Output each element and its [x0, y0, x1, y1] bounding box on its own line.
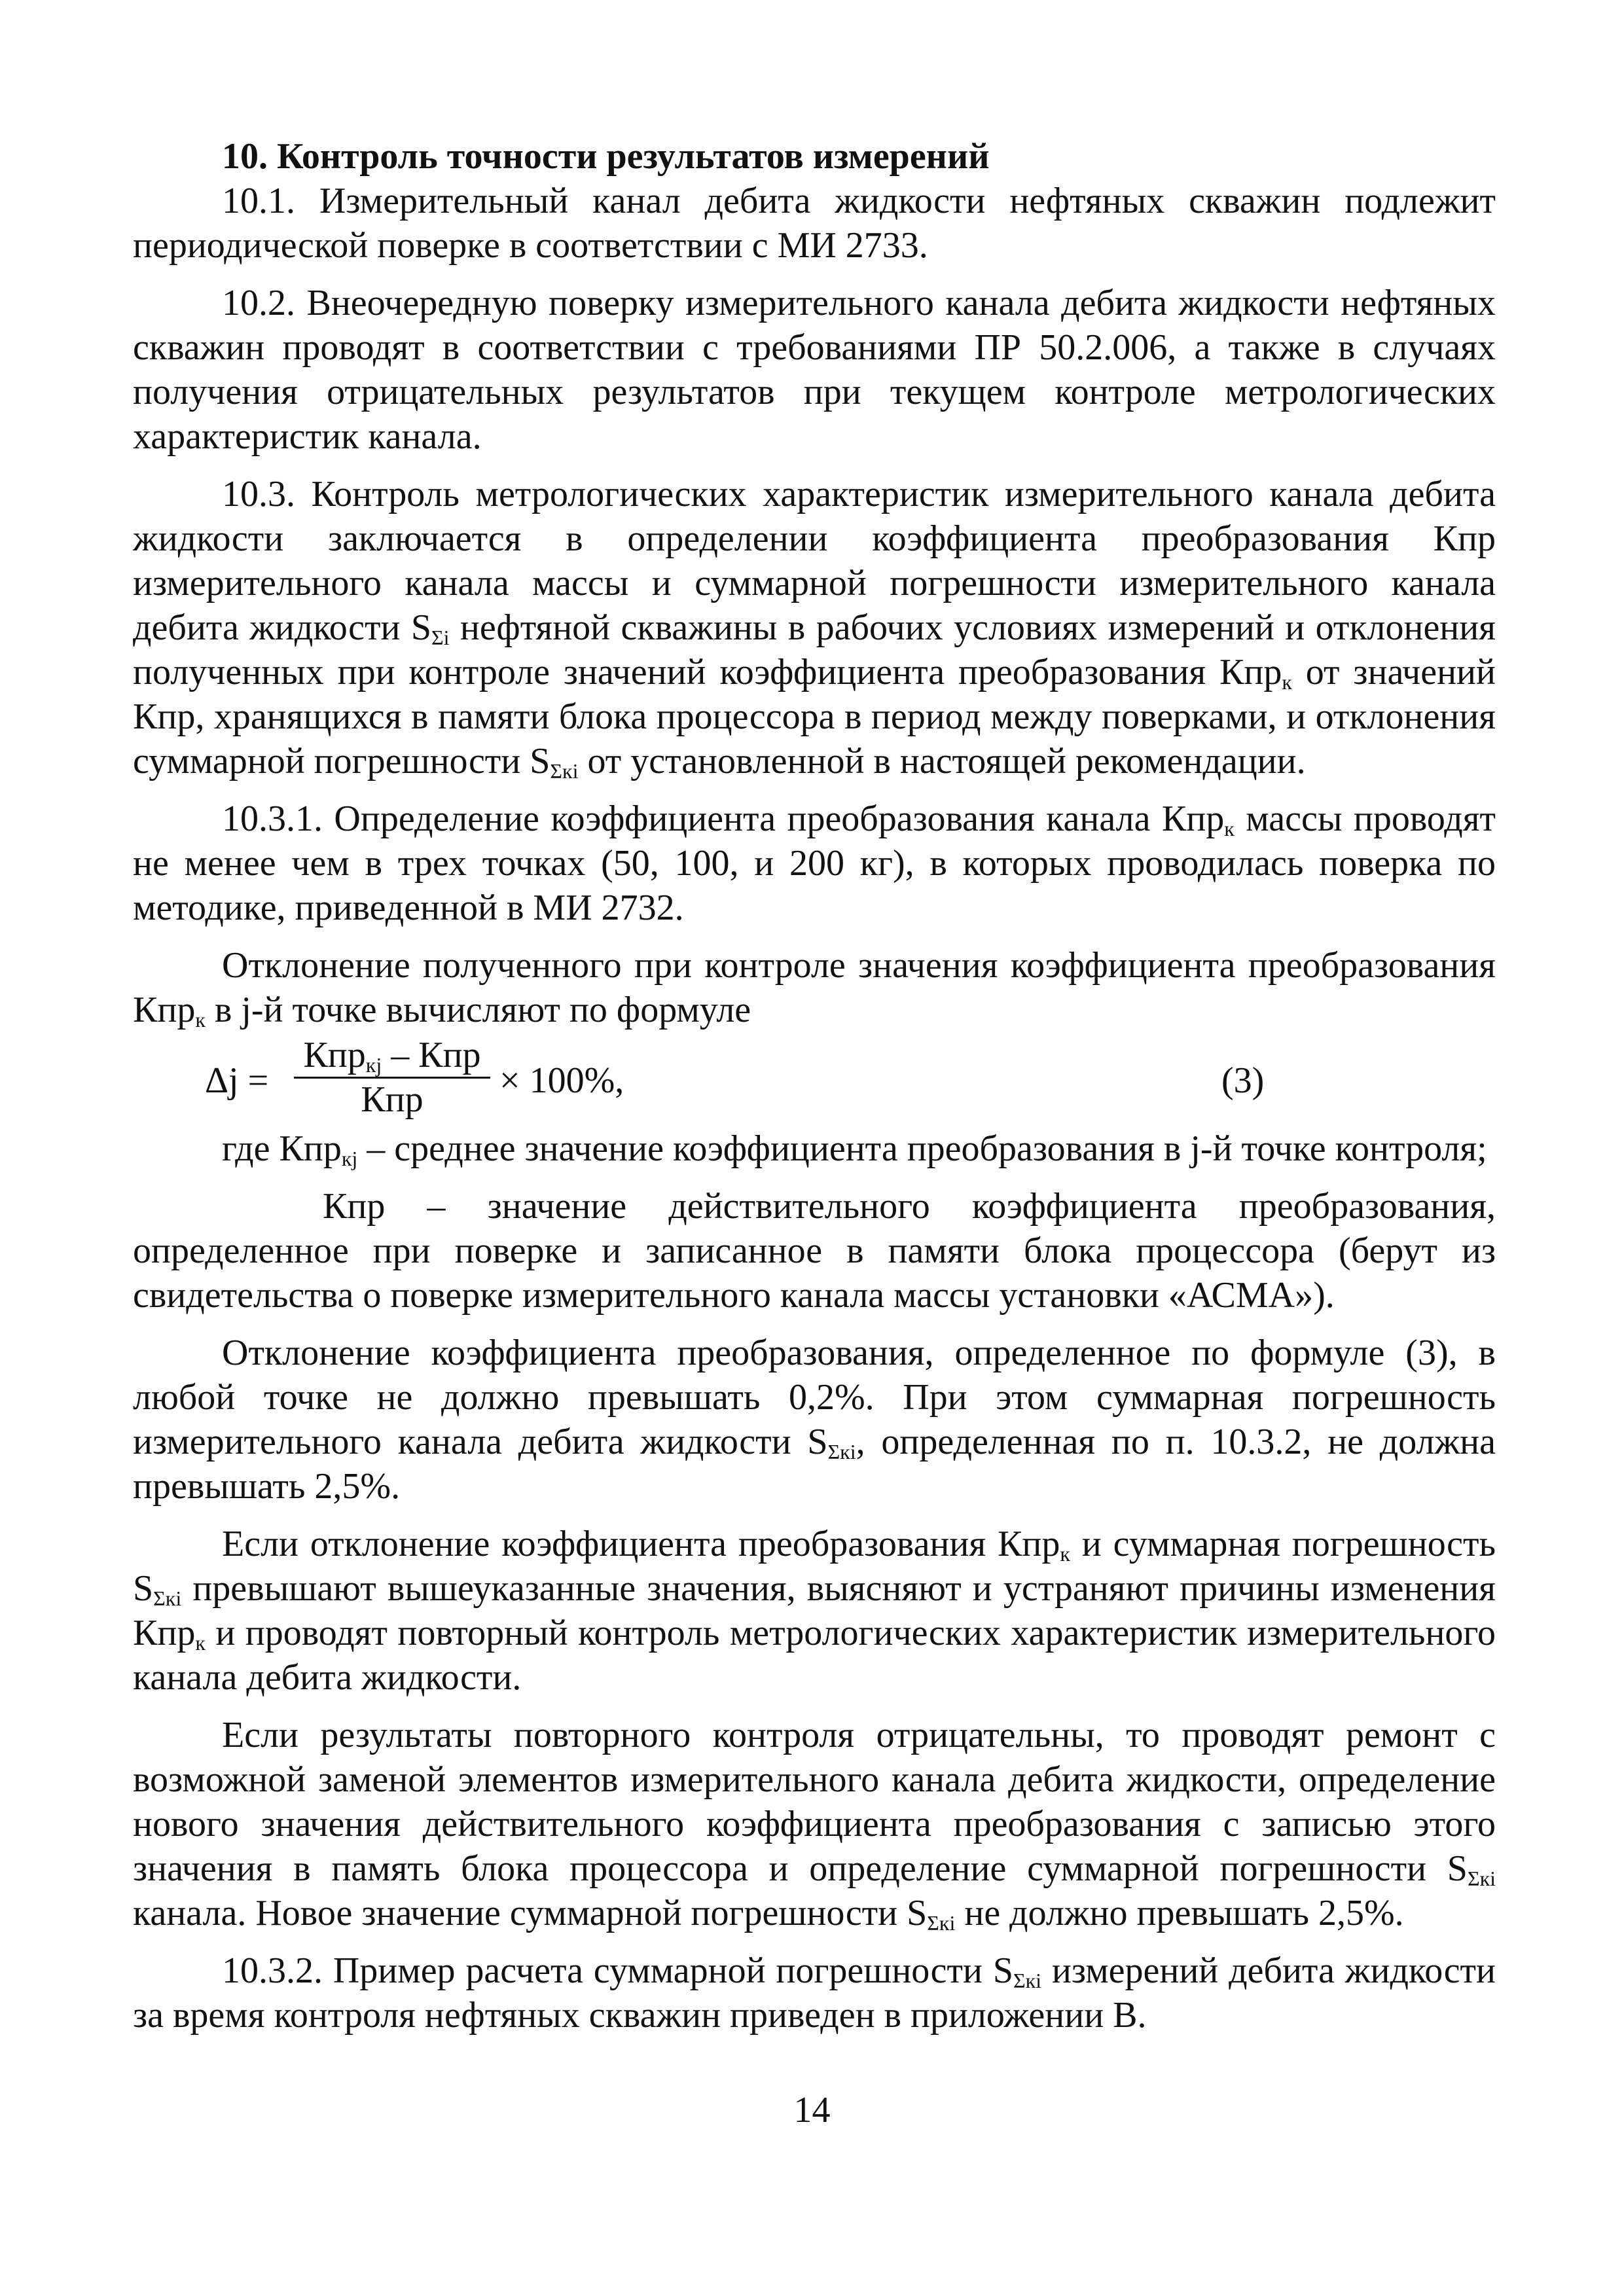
formula-rhs: × 100%,	[499, 1060, 624, 1101]
paragraph-repeat-negative: Если результаты повторного контроля отрицательны, то проводят ремонт с возможной заменой элементов измерительного канала дебита жидкости, определение нового значения действительного коэффициента преобразования с записью этого значения в память блока процессора и определение суммарной погрешности $S_{\Sigma кi}$ канала. Новое значение суммарной погрешности $S_{\Sigma кi}$ не должно превышать 2,5%.	[133, 1715, 1496, 1935]
paragraph-deviation-intro: Отклонение полученного при контроле значения коэффициента преобразования Кпр$_к$ в j-й точке вычисляют по формуле	[133, 945, 1496, 1031]
page-number: 14	[793, 2090, 831, 2130]
paragraph-where-kpr: Кпр – значение действительного коэффициента преобразования, определенное при поверке и записанное в памяти блока процессора (берут из свидетельства о поверке измерительного канала массы установки «АСМА»).	[133, 1186, 1496, 1316]
page-content	[133, 134, 1496, 2037]
paragraph-10-1: 10.1. Измерительный канал дебита жидкости нефтяных скважин подлежит периодической поверке в соответствии с МИ 2733.	[133, 181, 1496, 266]
paragraph-where-kprkj: где Кпр$_{кj}$ – среднее значение коэффициента преобразования в j-й точке контроля;	[222, 1128, 1487, 1170]
formula-fraction	[294, 1035, 490, 1121]
paragraph-10-3-1: 10.3.1. Определение коэффициента преобразования канала Кпр$_к$ массы проводят не менее чем в трех точках (50, 100, и 200 кг), в которых проводилась поверка по методике, приведенной в МИ 2732.	[133, 798, 1496, 928]
paragraph-deviation-limit: Отклонение коэффициента преобразования, определенное по формуле (3), в любой точке не должно превышать 0,2%. При этом суммарная погрешность измерительного канала дебита жидкости $S_{\Sigma кi}$, определенная по п. 10.3.2, не должна превышать 2,5%.	[133, 1333, 1496, 1507]
paragraph-exceeded: Если отклонение коэффициента преобразования Кпр$_к$ и суммарная погрешность $S_{\Sigma кi}$ превышают вышеуказанные значения, выясняют и устраняют причины изменения Кпр$_к$ и проводят повторный контроль метрологических характеристик измерительного канала дебита жидкости.	[133, 1524, 1496, 1698]
paragraph-10-3-2: 10.3.2. Пример расчета суммарной погрешности $S_{\Sigma кi}$ измерений дебита жидкости за время контроля нефтяных скважин приведен в приложении В.	[133, 1950, 1496, 2036]
formula-denominator: Кпр	[361, 1079, 424, 1120]
formula-lhs: Δj =	[205, 1060, 269, 1101]
section-title: 10. Контроль точности результатов измерений	[222, 136, 990, 177]
formula-numerator: Кпр$_{кj}$ – Кпр	[294, 1035, 490, 1079]
formula-number: (3)	[1221, 1060, 1265, 1101]
paragraph-10-3: 10.3. Контроль метрологических характеристик измерительного канала дебита жидкости заключается в определении коэффициента преобразования Кпр измерительного канала массы и суммарной погрешности измерительного канала дебита жидкости $S_{\Sigma i}$ нефтяной скважины в рабочих условиях измерений и отклонения полученных при контроле значений коэффициента преобразования Кпр$_к$ от значений Кпр, хранящихся в памяти блока процессора в период между поверками, и отклонения суммарной погрешности $S_{\Sigma кi}$ от установленной в настоящей рекомендации.	[133, 474, 1496, 783]
formula-3	[133, 1035, 1496, 1121]
paragraph-10-2: 10.2. Внеочередную поверку измерительного канала дебита жидкости нефтяных скважин проводят в соответствии с требованиями ПР 50.2.006, а также в случаях получения отрицательных результатов при текущем контроле метрологических характеристик канала.	[133, 283, 1496, 457]
